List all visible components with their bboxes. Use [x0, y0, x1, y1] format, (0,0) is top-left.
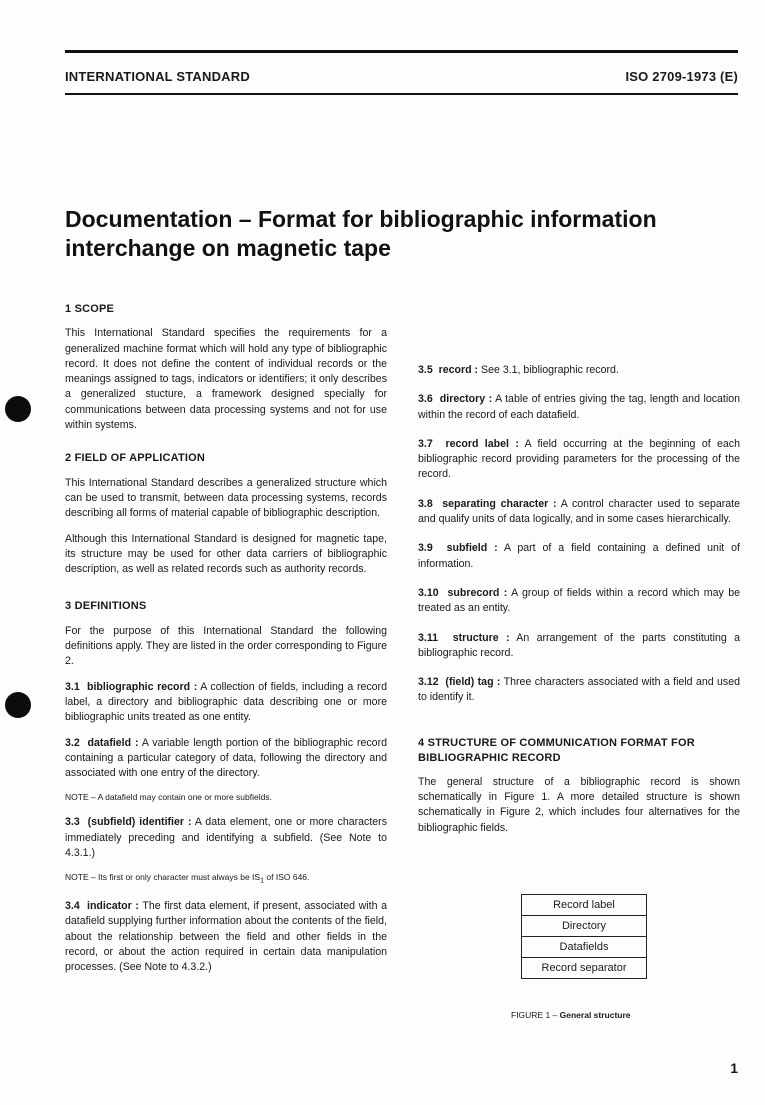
definition-number: 3.11: [418, 631, 439, 644]
figure-row-record-separator: Record separator: [522, 958, 646, 979]
section-heading-application: 2 FIELD OF APPLICATION: [65, 452, 206, 465]
note-datafield: NOTE – A datafield may contain one or more subfields.: [65, 792, 272, 803]
caption-prefix: FIGURE 1 –: [511, 1010, 560, 1020]
application-paragraph-2: Although this International Standard is designed for magnetic tape, its structure may be used for other data carriers of bibliographic description, as well as related records such as authority records.: [65, 532, 387, 576]
page-number: 1: [730, 1060, 738, 1076]
definition-3-8: [418, 497, 740, 528]
right-column: [418, 363, 740, 846]
definition-text: Three characters associated with a field and used to identify it.: [418, 676, 741, 704]
definition-3-1: [65, 680, 387, 726]
note-text: NOTE – Its first or only character must always be IS: [65, 872, 261, 883]
definition-term: record :: [438, 364, 479, 376]
definition-3-3: [65, 815, 387, 861]
definition-3-12: [418, 675, 740, 706]
definition-text: A collection of fields, including a record label, a directory and bibliographic data describing one or more bibliographic units treated as one entity.: [65, 680, 387, 724]
definition-number: 3.2: [65, 736, 80, 749]
definition-number: 3.4: [65, 900, 80, 912]
header-standard-number: ISO 2709-1973 (E): [625, 69, 738, 84]
definition-term: structure :: [452, 631, 510, 644]
scope-text: This International Standard specifies the requirements for a generalized machine format which will hold any type of bibliographic record. It does not define the content of individual records or the meanings assigned to tags, indicators or identifiers; it only describes a generalized stucture, a framework designed specially for communications between data processing systems and not for use within systems.: [65, 327, 387, 432]
definition-3-7: [418, 437, 740, 483]
note-identifier: [65, 871, 387, 887]
caption-title: General structure: [559, 1010, 631, 1020]
definition-number: 3.6: [418, 393, 433, 406]
section-heading-structure: 4 STRUCTURE OF COMMUNICATION FORMAT FOR BIBLIOGRAPHIC RECORD: [418, 736, 695, 764]
figure-row-record-label: Record label: [522, 895, 646, 916]
definition-number: 3.1: [65, 680, 80, 693]
definition-number: 3.9: [418, 542, 433, 555]
definition-3-5: [418, 363, 740, 378]
top-rule: [65, 50, 738, 53]
note-subscript: 1: [260, 877, 265, 885]
definition-term: (subfield) identifier :: [87, 816, 192, 829]
figure-1-caption: [511, 1010, 631, 1020]
definition-term: subrecord :: [447, 586, 508, 599]
definition-term: record label :: [445, 437, 519, 450]
definition-number: 3.7: [418, 437, 433, 450]
header-standard-label: INTERNATIONAL STANDARD: [65, 69, 250, 84]
definition-text: A table of entries giving the tag, length and location within the record of each datafield.: [418, 393, 741, 421]
title-line-2: interchange on magnetic tape: [65, 235, 391, 261]
definition-text: A data element, one or more characters immediately preceding and identifying a subfield. (See Note to 4.3.1.): [65, 816, 388, 860]
definition-term: directory :: [439, 393, 493, 406]
figure-1-diagram: [521, 894, 647, 979]
definition-number: 3.8: [418, 497, 433, 510]
definition-text: A variable length portion of the bibliographic record containing a particular category of data, following the directory and associated with one entry of the directory.: [65, 736, 387, 780]
punch-hole-top: [5, 396, 31, 422]
definition-text: A field occurring at the beginning of each bibliographic record providing parameters for the processing of the record.: [418, 437, 740, 481]
section-heading-scope: 1 SCOPE: [65, 303, 115, 315]
header-rule: [65, 93, 738, 95]
note-text-end: of ISO 646.: [264, 872, 310, 883]
definition-text: A control character used to separate and qualify units of data logically, and in some cases hierarchically.: [418, 497, 740, 526]
definition-3-6: [418, 392, 740, 423]
definition-number: 3.10: [418, 586, 439, 599]
document-title: [65, 205, 745, 263]
left-column: [65, 302, 387, 985]
definition-term: datafield :: [87, 736, 139, 749]
figure-row-datafields: Datafields: [522, 937, 646, 958]
punch-hole-bottom: [5, 692, 31, 718]
definition-3-9: [418, 541, 740, 572]
definition-3-11: [418, 631, 740, 662]
definition-text: A group of fields within a record which may be treated as an entity.: [418, 586, 741, 615]
definition-text: See 3.1, bibliographic record.: [478, 364, 619, 376]
definition-number: 3.5: [418, 364, 433, 376]
definition-term: (field) tag :: [445, 676, 501, 689]
definition-term: indicator :: [87, 900, 139, 912]
definition-3-10: [418, 586, 740, 617]
definition-term: bibliographic record :: [87, 680, 198, 693]
section-heading-definitions: 3 DEFINITIONS: [65, 600, 147, 613]
definition-number: 3.12: [418, 676, 439, 689]
structure-text: The general structure of a bibliographic record is shown schematically in Figure 1. A more detailed structure is shown schematically in Figure 2, which includes four alternatives for the bibliographic fields.: [418, 775, 740, 834]
application-paragraph-1: This International Standard describes a generalized structure which can be used to transmit, between data processing systems, records describing all forms of material capable of bibliographic description.: [65, 476, 387, 520]
title-line-1: Documentation – Format for bibliographic information: [65, 206, 657, 232]
definition-text: A part of a field containing a defined unit of information.: [418, 542, 740, 570]
figure-row-directory: Directory: [522, 916, 646, 937]
definition-text: An arrangement of the parts constituting a bibliographic record.: [418, 631, 741, 659]
definitions-intro: For the purpose of this International Standard the following definitions apply. They are listed in the order corresponding to Figure 2.: [65, 624, 387, 668]
definition-3-4: [65, 899, 387, 975]
definition-term: subfield :: [446, 542, 498, 555]
definition-number: 3.3: [65, 816, 80, 829]
definition-text: The first data element, if present, associated with a datafield supplying further information about the contents of the field, about the relationship between the field and other fields in the record, or about the action required in certain data manipulation processes. (See Note to 4.3.2.): [65, 900, 387, 974]
definition-term: separating character :: [442, 497, 557, 510]
definition-3-2: [65, 736, 387, 782]
